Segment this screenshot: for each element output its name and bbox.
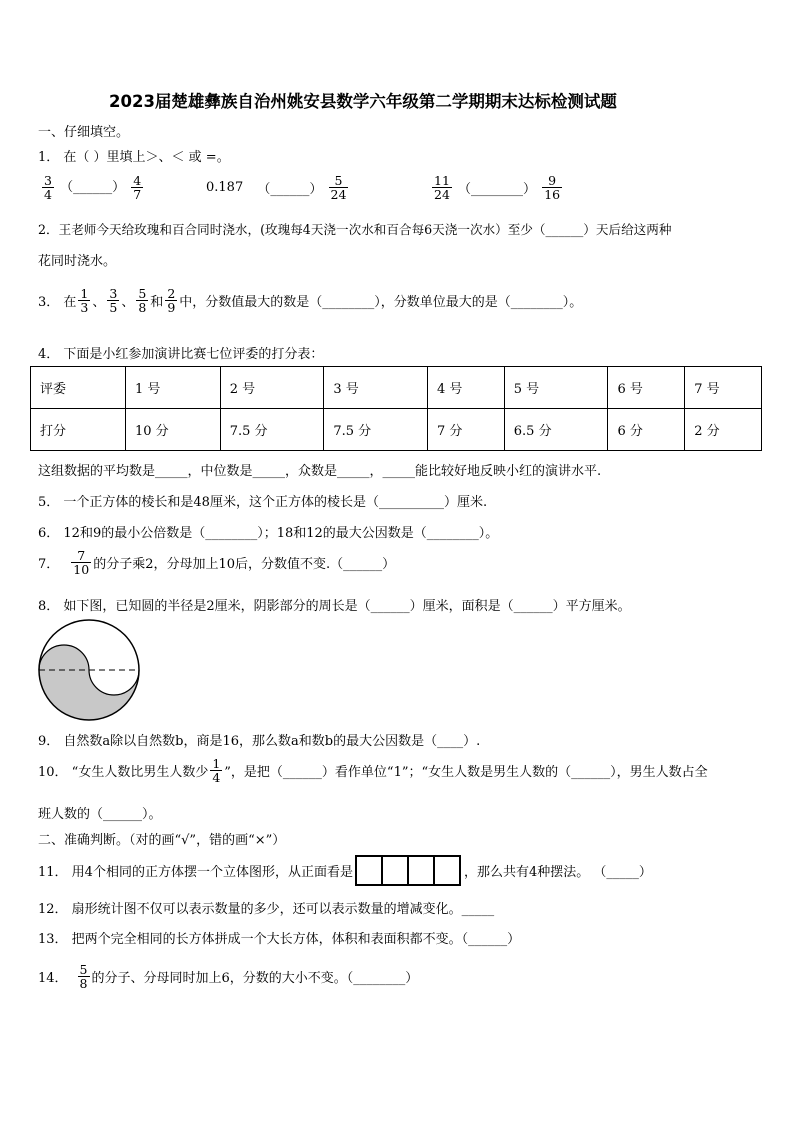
score-table <box>30 366 762 451</box>
table-cell: 10 分 <box>126 409 221 451</box>
fraction: $\frac{5}{24}$ <box>330 173 347 203</box>
answer-blank[interactable]: （______） <box>60 180 126 196</box>
fraction: $\frac{11}{24}$ <box>434 173 450 203</box>
table-cell: 7 分 <box>428 409 505 451</box>
question-4-prompt: 4． 下面是小红参加演讲比赛七位评委的打分表： <box>38 347 324 362</box>
table-cell: 2 号 <box>220 367 324 409</box>
table-cell: 3 号 <box>324 367 428 409</box>
table-cell: 5 号 <box>504 367 608 409</box>
question-3: 3． 在 $\frac{1}{3}$ 、 $\frac{3}{5}$ 、 $\frac{5}{8}$ 和 $\frac{2}{9}$ 中，分数值最大的数是（________），分数单位最大的是（________）。 <box>38 286 583 316</box>
question-7: 7． $\frac{7}{10}$ 的分子乘2，分母加上10后，分数值不变.（______） <box>38 548 396 578</box>
table-cell: 7 号 <box>685 367 762 409</box>
fraction: $\frac{7}{10}$ <box>73 548 90 578</box>
question-4-blanks: 这组数据的平均数是_____，中位数是_____，众数是_____，_____能比较好地反映小红的演讲水平. <box>38 464 602 479</box>
table-cell: 1 号 <box>126 367 221 409</box>
fraction: $\frac{3}{4}$ <box>44 173 52 203</box>
table-cell: 2 分 <box>685 409 762 451</box>
table-cell: 4 号 <box>428 367 505 409</box>
fraction: $\frac{4}{7}$ <box>133 173 142 203</box>
question-1-item-3 <box>430 174 564 201</box>
question-2-line-2: 花同时浇水。 <box>38 254 117 269</box>
table-cell: 评委 <box>31 367 126 409</box>
fraction: $\frac{9}{16}$ <box>544 173 561 203</box>
question-14: 14． $\frac{5}{8}$ 的分子、分母同时加上6，分数的大小不变。（________） <box>38 962 419 992</box>
fraction: $\frac{5}{8}$ <box>138 286 147 316</box>
fraction: $\frac{1}{4}$ <box>212 756 221 786</box>
question-9: 9． 自然数a除以自然数b，商是16，那么数a和数b的最大公因数是（____）. <box>38 734 481 749</box>
question-12: 12． 扇形统计图不仅可以表示数量的多少，还可以表示数量的增减变化。_____ <box>38 902 495 917</box>
table-cell: 7.5 分 <box>220 409 324 451</box>
answer-blank[interactable]: （______） <box>257 182 323 198</box>
table-cell: 打分 <box>31 409 126 451</box>
section-2-heading: 二、准确判断。（对的画“√”，错的画“×”） <box>38 833 286 848</box>
answer-blank[interactable]: （________） <box>458 182 537 198</box>
fraction: $\frac{2}{9}$ <box>167 286 176 316</box>
front-view-squares-figure <box>357 855 461 886</box>
yin-yang-circle-figure <box>36 618 142 722</box>
table-cell: 6 号 <box>608 367 685 409</box>
section-1-heading: 一、仔细填空。 <box>38 125 130 140</box>
question-11: 11． 用4个相同的正方体摆一个立体图形，从正面看是 ，那么共有4种摆法。 （_____） <box>38 855 652 886</box>
page-title: 2023届楚雄彝族自治州姚安县数学六年级第二学期期末达标检测试题 <box>109 92 617 111</box>
table-row <box>31 367 762 409</box>
question-6: 6． 12和9的最小公倍数是（________）；18和12的最大公因数是（________）。 <box>38 526 499 541</box>
table-cell: 7.5 分 <box>324 409 428 451</box>
fraction: $\frac{5}{8}$ <box>79 962 88 992</box>
question-10-line-2: 班人数的（______）。 <box>38 807 162 822</box>
question-2-line-1: 2．王老师今天给玫瑰和百合同时浇水，(玫瑰每4天浇一次水和百合每6天浇一次水）至少（______）天后给这两种 <box>38 222 672 237</box>
fraction: $\frac{3}{5}$ <box>109 286 118 316</box>
question-10-line-1: 10． “女生人数比男生人数少 $\frac{1}{4}$ ”，是把（______）看作单位“1”；“女生人数是男生人数的（______），男生人数占全 <box>38 756 708 786</box>
question-8: 8． 如下图，已知圆的半径是2厘米，阴影部分的周长是（______）厘米，面积是（______）平方厘米。 <box>38 599 631 614</box>
table-row <box>31 409 762 451</box>
question-1-item-1 <box>40 174 145 201</box>
question-13: 13． 把两个完全相同的长方体拼成一个大长方体，体积和表面积都不变。（______） <box>38 932 521 947</box>
fraction: $\frac{1}{3}$ <box>80 286 89 316</box>
table-cell: 6 分 <box>608 409 685 451</box>
question-5: 5． 一个正方体的棱长和是48厘米，这个正方体的棱长是（__________）厘米. <box>38 495 488 510</box>
question-1-item-2: 0.187 （______） $\frac{5}{24}$ <box>206 173 347 203</box>
table-cell: 6.5 分 <box>504 409 608 451</box>
question-1-prompt: 1． 在（ ）里填上＞、＜ 或 =。 <box>38 150 230 165</box>
